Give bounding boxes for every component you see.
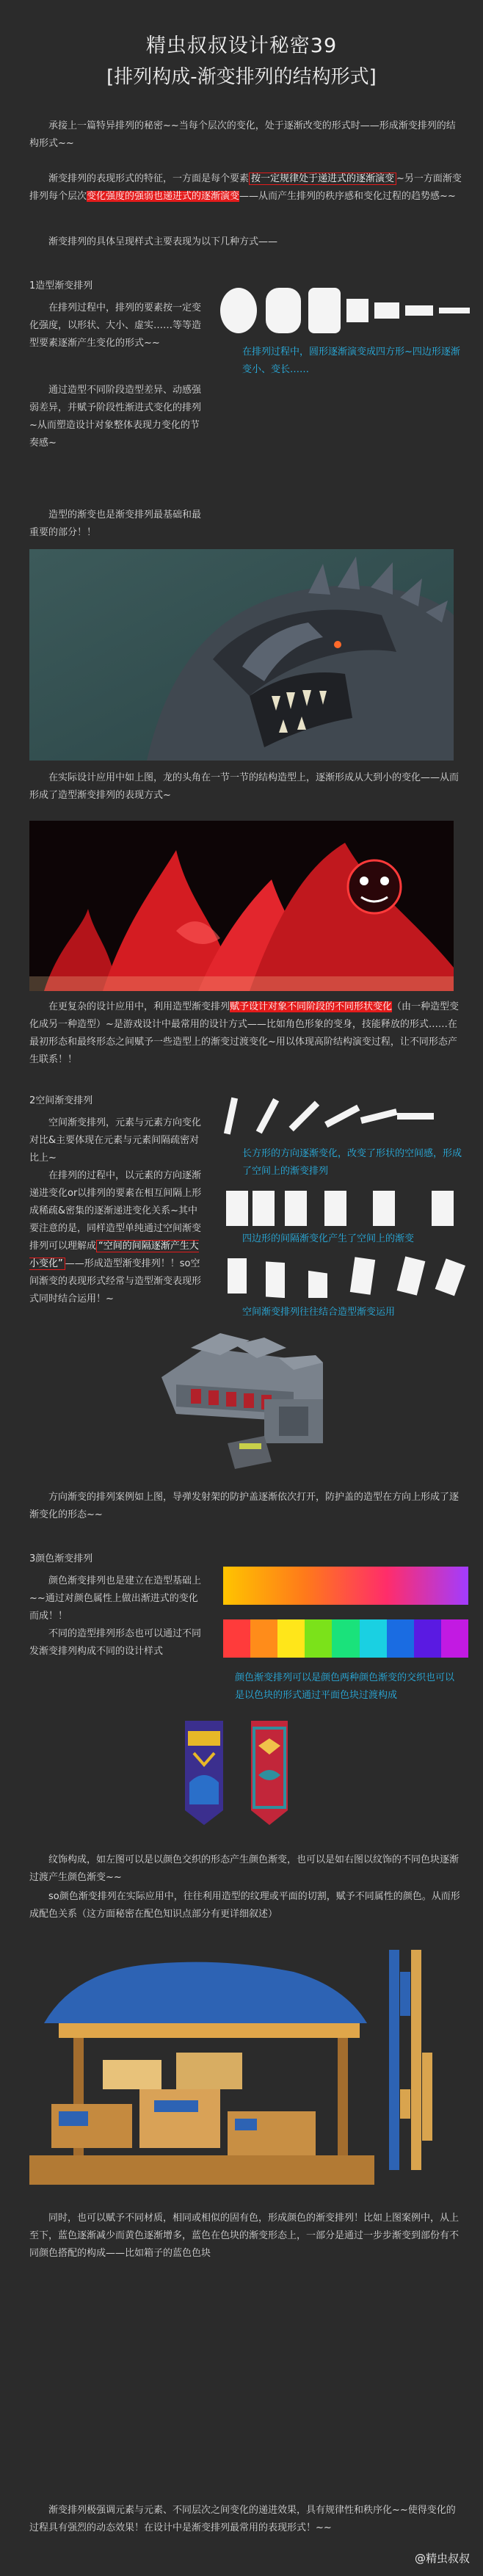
shape-circle <box>220 288 257 333</box>
section-2-caption-1: 长方形的方向逐渐变化，改变了形状的空间感，形成了空间上的渐变排列 <box>242 1148 462 1177</box>
spacing-rect-1 <box>226 1191 248 1226</box>
shape-small-square <box>346 299 368 322</box>
color-step-6 <box>360 1619 387 1658</box>
color-step-5 <box>332 1619 359 1658</box>
shape-square <box>308 288 341 333</box>
watermark: @精虫叔叔 <box>414 2552 470 2565</box>
highlight-shape-change: 赋予设计对象不同阶段的不同形状变化 <box>230 1001 393 1012</box>
page-title: 精虫叔叔设计秘密39 <box>145 35 338 57</box>
intro-paragraph-1: 承接上一篇特异排列的秘密~~当每个层次的变化，处于逐渐改变的形式时——形成渐变排列的结构形式~~ <box>29 120 456 149</box>
spacing-rect-4 <box>324 1191 346 1226</box>
section-2-caption-3: 空间渐变排列往往结合造型渐变运用 <box>242 1307 396 1318</box>
direction-gradient-diagram <box>220 1094 470 1138</box>
fire-transformation-illustration <box>29 821 454 991</box>
color-step-9 <box>441 1619 468 1658</box>
section-1-body-2: 通过造型不同阶段造型差异、动感强弱差异，并赋予阶段性渐进式变化的排列~从而塑造设计对象整体表现力变化的节奏感~ <box>29 385 202 449</box>
shape-rect-3 <box>439 308 470 313</box>
color-step-4 <box>305 1619 332 1658</box>
stepped-color-gradient-bar <box>223 1619 468 1658</box>
highlight-spacing: “空间的间隔逐渐产生大小变化” <box>29 1241 199 1269</box>
monster-illustration <box>29 549 454 761</box>
missile-launcher-illustration <box>147 1333 338 1477</box>
section-3-body-1: 颜色渐变排列也是建立在造型基础上~~通过对颜色属性上做出渐进式的变化而成！！ <box>29 1575 202 1622</box>
color-step-8 <box>414 1619 441 1658</box>
highlight-intensity: 变化强度的强弱也递进式的逐渐演变 <box>87 191 240 202</box>
spacing-rect-2 <box>253 1191 275 1226</box>
section-1-heading: 1造型渐变排列 <box>29 280 93 291</box>
highlight-rule: 按一定规律处于递进式的逐渐演变 <box>249 173 396 185</box>
shape-rect-2 <box>405 305 433 316</box>
color-step-1 <box>223 1619 250 1658</box>
color-step-3 <box>277 1619 305 1658</box>
section-1-caption: 在排列过程中，圆形逐渐演变成四方形~四边形逐渐变小、变长…… <box>242 347 460 375</box>
shape-rect-1 <box>374 302 399 319</box>
spacing-rect-6 <box>432 1191 454 1226</box>
section-3-heading: 3颜色渐变排列 <box>29 1553 93 1564</box>
page-subtitle: [排列构成-渐变排列的结构形式] <box>106 66 377 88</box>
section-2-caption-2: 四边形的间隔渐变化产生了空间上的渐变 <box>242 1233 415 1244</box>
spacing-rect-3 <box>285 1191 307 1226</box>
section-1-body-1: 在排列过程中，排列的要素按一定变化强度，以形状、大小、虚实……等等造型要素逐渐产生变化的形式~~ <box>29 302 202 349</box>
fire-caption: 在更复杂的设计应用中，利用造型渐变排列赋予设计对象不同阶段的不同形状变化（由一种造型变化成另一种造型）~是游戏设计中最常用的设计方式——比如角色形象的变身，技能释放的形式……在最初形态和最终形态之间赋予一些造型上的渐变过渡变化~用以体现高阶结构演变过程，让不同形态产生联系！！ <box>29 1001 460 1065</box>
section-3-paragraph-1: 纹饰构成，如左图可以是以颜色交织的形态产生颜色渐变，也可以是如右图以纹饰的不同色块逐渐过渡产生颜色渐变~~ <box>29 1854 460 1883</box>
section-3-body-2: 不同的造型排列形态也可以通过不同发渐变排列构成不同的设计样式 <box>29 1628 202 1657</box>
shape-rounded <box>266 288 301 333</box>
intro-paragraph-3: 渐变排列的具体呈现样式主要表现为以下几种方式—— <box>48 236 278 247</box>
pattern-banners-illustration <box>181 1716 298 1826</box>
section-3-caption: 颜色渐变排列可以是颜色两种颜色渐变的交织也可以是以色块的形式通过平面色块过渡构成 <box>235 1672 455 1701</box>
color-step-7 <box>387 1619 414 1658</box>
section-3-paragraph-2: so颜色渐变排列在实际应用中，往往利用造型的纹理或平面的切割，赋予不同属性的颜色。从而形成配色关系（这方面秘密在配色知识点部分有更详细叙述） <box>29 1891 460 1920</box>
market-caption: 同时，也可以赋予不同材质，相同或相似的固有色，形成颜色的渐变排列！比如上图案例中，从上至下，蓝色逐渐减少而黄色逐渐增多，蓝色在色块的渐变形态上，一部分是通过一步步渐变到部份有不同颜色搭配的构成——比如箱子的蓝色色块 <box>29 2213 460 2259</box>
launcher-caption: 方向渐变的排列案例如上图，导弹发射架的防护盖逐渐依次打开，防护盖的造型在方向上形成了逐渐变化的形态~~ <box>29 1492 460 1520</box>
combined-gradient-diagram <box>220 1254 470 1298</box>
monster-caption: 在实际设计应用中如上图，龙的头角在一节一节的结构造型上，逐渐形成从大到小的变化——从而形成了造型渐变排列的表现方式~ <box>29 772 460 801</box>
section-1-body-3: 造型的渐变也是渐变排列最基础和最重要的部分！！ <box>29 509 202 538</box>
section-2-body-2: 在排列的过程中，以元素的方向逐渐递进变化or以排列的要素在相互间隔上形成稀疏&密集的逐渐递进变化关系~其中要注意的是，同样造型单纯通过空间渐变排列可以理解成 “空间的间隔逐渐产生大小变化” ——形成造型渐变排列！！so空间渐变的表现形式经常与造型渐变表现形式同时结合运用！~ <box>29 1170 202 1305</box>
closing-paragraph: 渐变排列极强调元素与元素、不同层次之间变化的递进效果，具有规律性和秩序化~~使得变化的过程具有强烈的动态效果！在设计中是渐变排列最常用的表现形式！~~ <box>29 2505 456 2533</box>
section-2-body-1: 空间渐变排列，元素与元素方向变化对比&主要体现在元素与元素间隔疏密对比上~ <box>29 1117 202 1164</box>
color-step-2 <box>250 1619 277 1658</box>
spacing-rect-5 <box>373 1191 395 1226</box>
market-stall-illustration <box>29 1942 470 2192</box>
smooth-color-gradient-bar <box>223 1567 468 1605</box>
section-2-heading: 2空间渐变排列 <box>29 1095 93 1106</box>
intro-paragraph-2: 渐变排列的表现形式的特征，一方面是每个要素 按一定规律处于递进式的逐渐演变 ~另一方面渐变排列每个层次变化强度的强弱也递进式的逐渐演变——从而产生排列的秩序感和变化过程的趋势感~~ <box>29 173 462 202</box>
